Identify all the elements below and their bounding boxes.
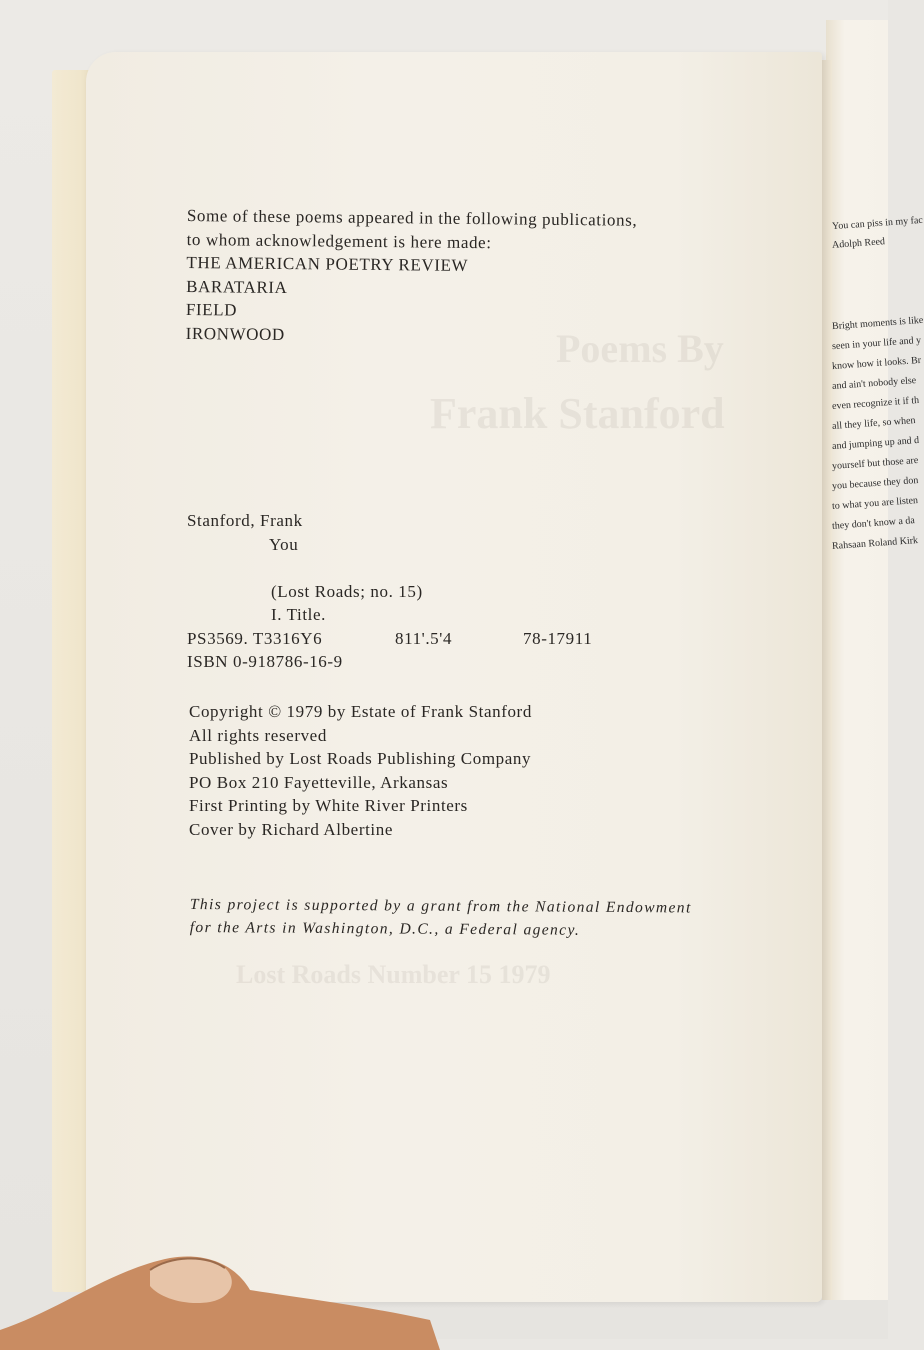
call-number: PS3569. T3316Y6	[187, 628, 323, 648]
facing-page-line: seen in your life and y	[831, 334, 922, 353]
catalog-author: Stanford, Frank	[187, 511, 303, 530]
facing-page-line: to what you are listen	[831, 495, 919, 512]
show-through-imprint: Lost Roads Number 15 1979	[236, 960, 551, 989]
printing-line: First Printing by White River Printers	[189, 796, 468, 815]
catalog-isbn: ISBN 0-918786-16-9	[187, 652, 343, 671]
facing-page-line: Adolph Reed	[831, 236, 886, 251]
facing-page-line: Rahsaan Roland Kirk	[831, 535, 919, 552]
acknowledgements	[186, 204, 638, 350]
dewey-number: 811'.5'4	[395, 628, 453, 648]
facing-page-line: You can piss in my fac	[831, 214, 924, 233]
page-gutter	[822, 60, 832, 1300]
facing-page-line: all they life, so when	[831, 415, 916, 432]
grant-line-1: This project is supported by a grant from the National Endowment	[189, 895, 692, 917]
catalog-numbers	[187, 627, 592, 651]
facing-page-line: and ain't nobody else	[831, 375, 917, 392]
lccn-number: 78-17911	[523, 628, 593, 648]
grant-statement	[190, 893, 692, 943]
facing-page-line: yourself but those are	[831, 455, 919, 472]
publication-item: FIELD	[185, 299, 238, 320]
thumb-image	[0, 1250, 440, 1350]
address-line: PO Box 210 Fayetteville, Arkansas	[189, 772, 449, 792]
show-through-heading: Poems By	[556, 326, 724, 371]
catalog-title: You	[269, 534, 299, 554]
acknowledgement-intro-2: to whom acknowledgement is here made:	[186, 229, 492, 252]
rights-line: All rights reserved	[189, 725, 327, 745]
show-through-author: Frank Stanford	[430, 389, 725, 438]
facing-page-line: even recognize it if th	[831, 394, 920, 413]
facing-page-line: you because they don	[831, 475, 919, 492]
facing-page-line: know how it looks. Br	[831, 354, 922, 373]
publisher-line: Published by Lost Roads Publishing Company	[189, 749, 532, 768]
facing-page-line: Bright moments is like	[831, 314, 924, 333]
cover-credit-line: Cover by Richard Albertine	[189, 819, 393, 839]
catalog-subject: I. Title.	[271, 605, 327, 624]
publication-item: IRONWOOD	[185, 323, 285, 344]
publication-item: BARATARIA	[186, 276, 288, 297]
catalog-data	[187, 509, 592, 674]
facing-page-line: they don't know a da	[831, 515, 916, 532]
publication-item: THE AMERICAN POETRY REVIEW	[186, 252, 469, 275]
facing-page-line: and jumping up and d	[831, 434, 920, 453]
grant-line-2: for the Arts in Washington, D.C., a Federal agency.	[189, 918, 581, 939]
facing-page	[826, 20, 924, 1300]
catalog-series: (Lost Roads; no. 15)	[271, 581, 423, 601]
catalog-spacer	[187, 556, 592, 580]
acknowledgement-intro-1: Some of these poems appeared in the following publications,	[186, 205, 638, 230]
copyright-line: Copyright © 1979 by Estate of Frank Stanford	[189, 702, 532, 721]
publishing-info	[189, 700, 532, 841]
